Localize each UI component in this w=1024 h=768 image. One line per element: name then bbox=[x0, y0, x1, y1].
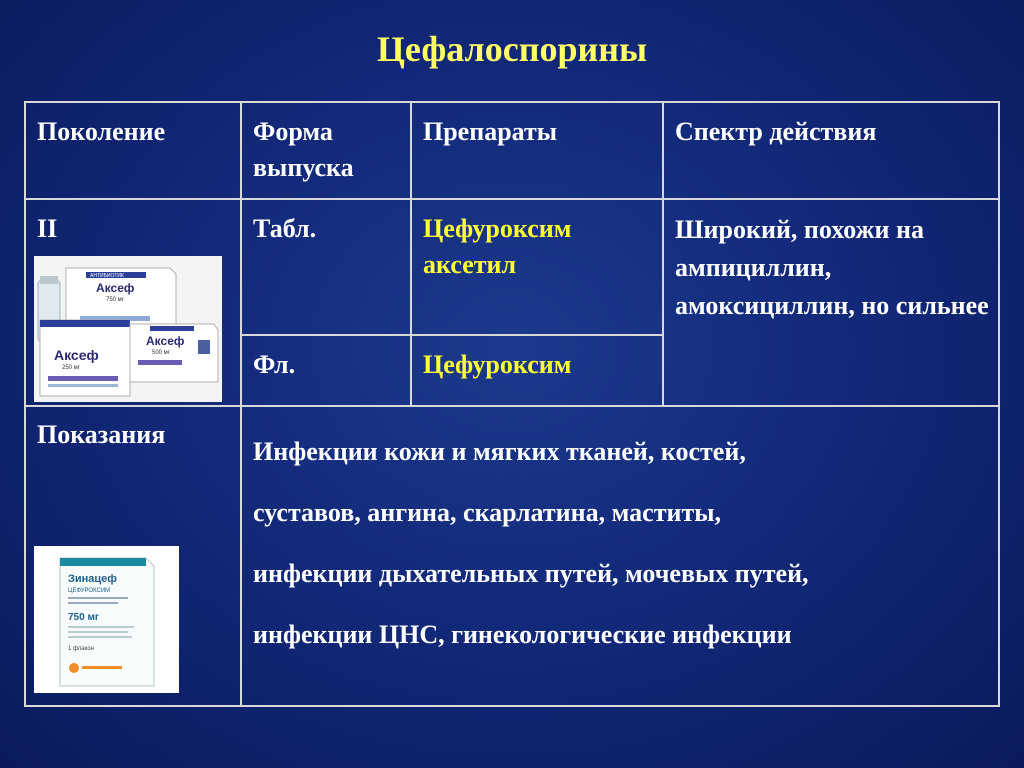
table-col-divider-3 bbox=[662, 101, 664, 407]
header-spectrum: Спектр действия bbox=[675, 117, 877, 146]
table-border-bottom bbox=[24, 705, 1000, 707]
aksef-right-name: Аксеф bbox=[146, 334, 185, 348]
table-col-divider-2 bbox=[410, 101, 412, 407]
indications-label: Показания bbox=[37, 420, 166, 449]
table-border-left bbox=[24, 101, 26, 707]
table-border-right bbox=[998, 101, 1000, 707]
table-subrow-divider bbox=[241, 334, 664, 336]
header-drugs: Препараты bbox=[423, 117, 558, 146]
zinacef-package-illustration bbox=[34, 546, 179, 693]
indications-text bbox=[253, 421, 993, 665]
header-form: Форма выпуска bbox=[253, 117, 354, 182]
gsk-logo-icon bbox=[69, 663, 79, 673]
aksef-package-illustration bbox=[34, 256, 222, 402]
table-header-divider bbox=[24, 198, 1000, 200]
aksef-front-name: Аксеф bbox=[54, 347, 99, 363]
aksef-front-dose: 250 мг bbox=[62, 365, 80, 371]
zinacef-vial-count: 1 флакон bbox=[68, 646, 94, 652]
aksef-right-dose: 500 мг bbox=[152, 350, 170, 356]
table-row-divider bbox=[24, 405, 1000, 407]
zinacef-package-photo bbox=[34, 546, 179, 693]
zinacef-generic: ЦЕФУРОКСИМ bbox=[68, 588, 111, 594]
drug-cefuroxime-axetil: Цефуроксим аксетил bbox=[423, 214, 572, 279]
zinacef-name: Зинацеф bbox=[68, 573, 117, 585]
aksef-package-photo bbox=[34, 256, 222, 402]
table-border-top bbox=[24, 101, 1000, 103]
header-generation: Поколение bbox=[37, 117, 166, 146]
drug-cefuroxime: Цефуроксим bbox=[423, 350, 572, 379]
indications-line: Инфекции кожи и мягких тканей, костей, bbox=[253, 437, 746, 466]
indications-line: инфекции дыхательных путей, мочевых путей, bbox=[253, 559, 809, 588]
form-tablet: Табл. bbox=[253, 214, 317, 243]
slide-title: Цефалоспорины bbox=[376, 29, 648, 69]
aksef-back-dose: 750 мг bbox=[106, 297, 124, 303]
form-vial: Фл. bbox=[253, 350, 296, 379]
indications-line: инфекции ЦНС, гинекологические инфекции bbox=[253, 620, 792, 649]
generation-value: II bbox=[37, 214, 58, 243]
table-col-divider-1 bbox=[240, 101, 242, 707]
zinacef-dose: 750 мг bbox=[68, 612, 100, 623]
spectrum-value: Широкий, похожи на ампициллин, амоксициллин, но сильнее bbox=[675, 215, 989, 320]
indications-line: суставов, ангина, скарлатина, маститы, bbox=[253, 498, 722, 527]
aksef-back-name: Аксеф bbox=[96, 281, 135, 295]
aksef-back-badge: АНТИБИОТИК bbox=[90, 273, 124, 279]
